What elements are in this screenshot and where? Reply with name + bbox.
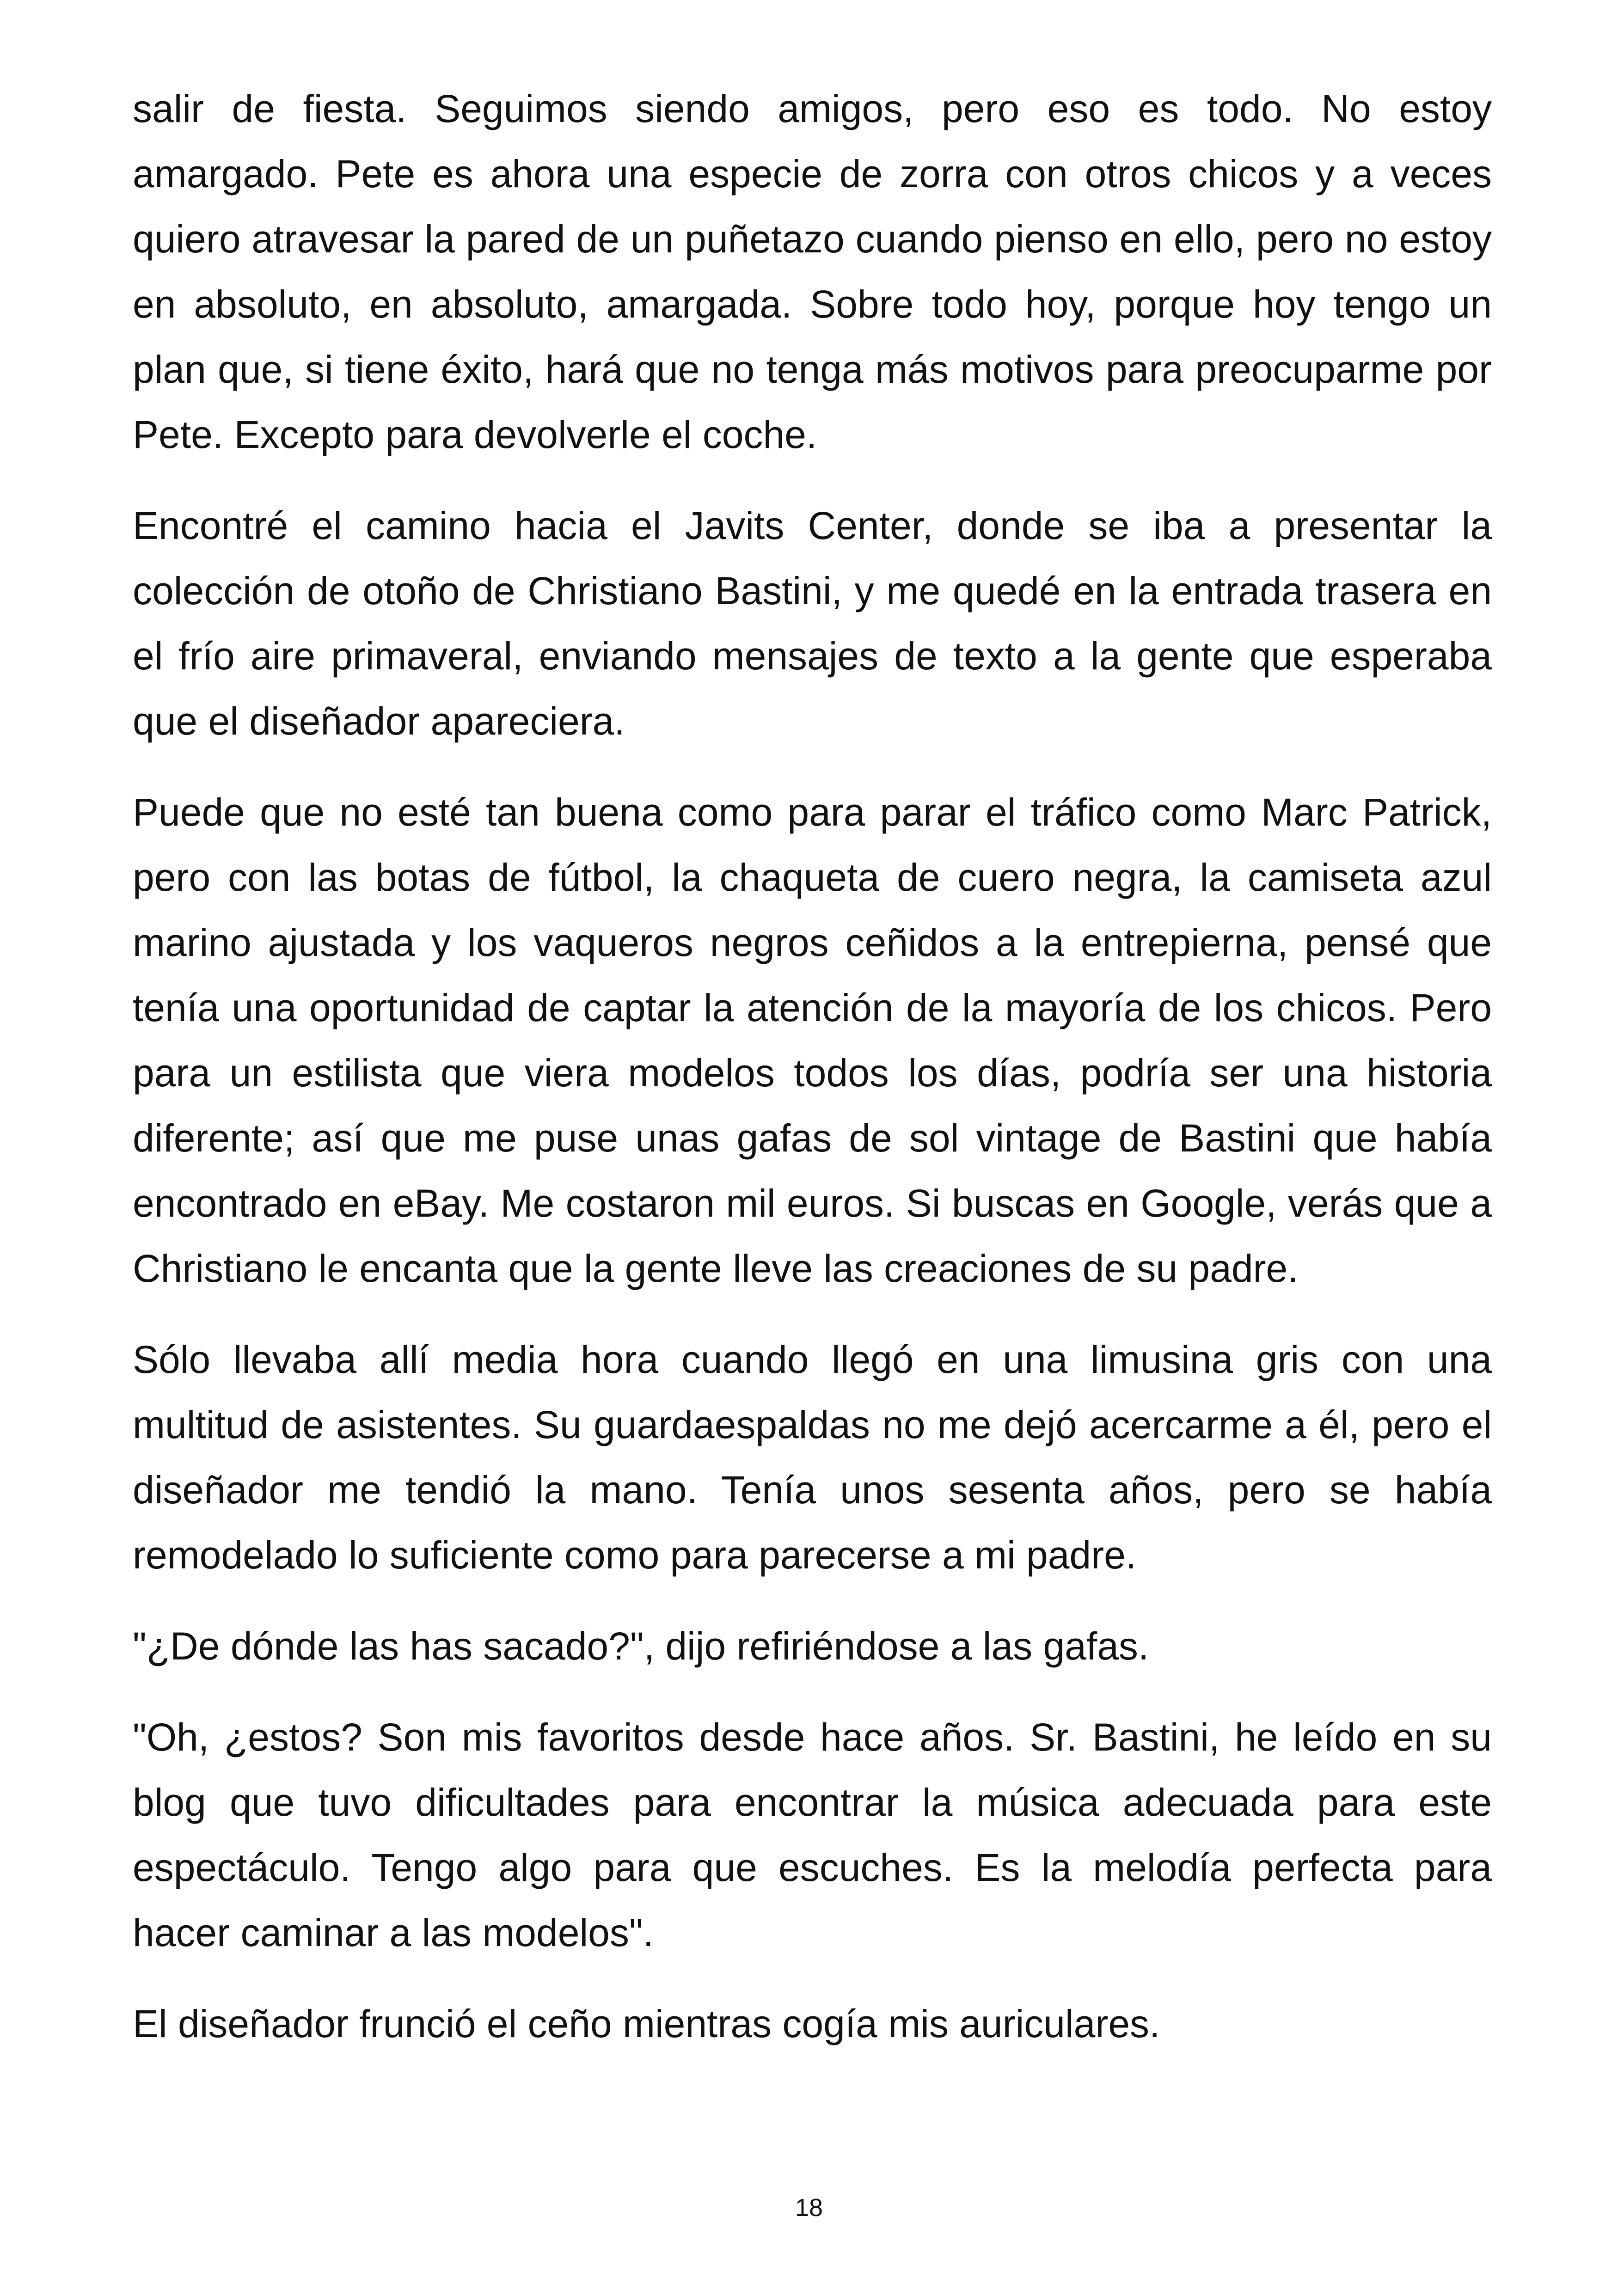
paragraph: Sólo llevaba allí media hora cuando llegó en una limusina gris con una multitud de asistentes. Su guardaespaldas no me dejó acercarme a él, pero el diseñador me tendió la mano. Tenía unos sesenta años, pero se había remodelado lo suficiente como para parecerse a mi padre. — [133, 1338, 1492, 1577]
paragraph: Encontré el camino hacia el Javits Center, donde se iba a presentar la colección de otoño de Christiano Bastini, y me quedé en la entrada trasera en el frío aire primaveral, enviando mensajes de texto a la gente que esperaba que el diseñador apareciera. — [133, 504, 1492, 743]
page-number: 18 — [795, 2194, 823, 2222]
paragraph: "Oh, ¿estos? Son mis favoritos desde hace años. Sr. Bastini, he leído en su blog que tuvo dificultades para encontrar la música adecuada para este espectáculo. Tengo algo para que escuches. Es la melodía perfecta para hacer caminar a las modelos". — [133, 1715, 1492, 1954]
page-body — [133, 76, 1492, 2082]
paragraph: "¿De dónde las has sacado?", dijo refiriéndose a las gafas. — [133, 1624, 1149, 1668]
paragraph: salir de fiesta. Seguimos siendo amigos, pero eso es todo. No estoy amargado. Pete es ahora una especie de zorra con otros chicos y a veces quiero atravesar la pared de un puñetazo cuando pienso en ello, pero no estoy en absoluto, en absoluto, amargada. Sobre todo hoy, porque hoy tengo un plan que, si tiene éxito, hará que no tenga más motivos para preocuparme por Pete. Excepto para devolverle el coche. — [133, 87, 1492, 456]
paragraph: El diseñador frunció el ceño mientras cogía mis auriculares. — [133, 2002, 1160, 2045]
paragraph: Puede que no esté tan buena como para parar el tráfico como Marc Patrick, pero con las botas de fútbol, la chaqueta de cuero negra, la camiseta azul marino ajustada y los vaqueros negros ceñidos a la entrepierna, pensé que tenía una oportunidad de captar la atención de la mayoría de los chicos. Pero para un estilista que viera modelos todos los días, podría ser una historia diferente; así que me puse unas gafas de sol vintage de Bastini que había encontrado en eBay. Me costaron mil euros. Si buscas en Google, verás que a Christiano le encanta que la gente lleve las creaciones de su padre. — [133, 790, 1492, 1290]
